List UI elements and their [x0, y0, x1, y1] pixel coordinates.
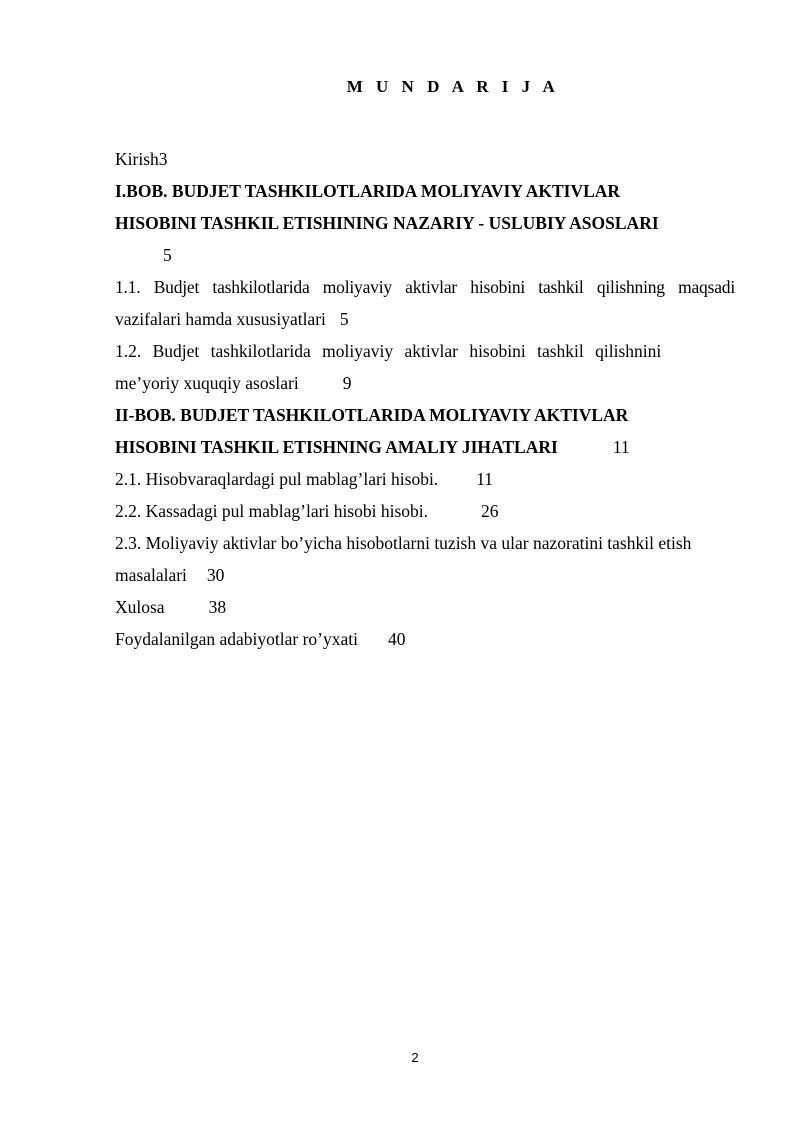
toc-entry-adabiyotlar [115, 623, 735, 655]
toc-chapter-1-line-2: HISOBINI TASHKIL ETISHINING NAZARIY - USLUBIY ASOSLARI [115, 213, 659, 233]
toc-section-1-1-line-2 [115, 303, 735, 335]
toc-chapter-1-line-1: I.BOB. BUDJET TASHKILOTLARIDA MOLIYAVIY AKTIVLAR [115, 181, 621, 201]
toc-section-1-2-line-1 [115, 335, 735, 367]
toc-entry-page: 9 [342, 373, 352, 393]
toc-entry-page: 11 [612, 437, 630, 457]
toc-entry-label: HISOBINI TASHKIL ETISHNING AMALIY JIHATLARI [115, 437, 558, 457]
page-number: 2 [411, 1050, 419, 1065]
toc-entry-label: 2.2. Kassadagi pul mablag’lari hisobi hisobi. [115, 501, 429, 521]
toc-chapter-2-line-1: II-BOB. BUDJET TASHKILOTLARIDA MOLIYAVIY AKTIVLAR [115, 405, 629, 425]
toc-entry-label: 1.2. Budjet tashkilotlarida moliyaviy aktivlar hisobini tashkil qilishnini [115, 341, 662, 361]
page-title: M U N D A R I J A [346, 77, 560, 96]
toc-entry-page: 26 [481, 501, 499, 521]
toc-entry-page: 38 [208, 597, 227, 617]
toc-chapter-2-line-2 [115, 431, 735, 463]
toc-entry-label: Foydalanilgan adabiyotlar ro’yxati [115, 629, 358, 649]
toc-section-2-2 [115, 495, 735, 527]
toc-entry-label: me’yoriy xuquqiy asoslari [115, 373, 299, 393]
toc-entry-page: 5 [339, 309, 349, 329]
toc-entry-page: 3 [158, 149, 168, 169]
toc-entry-label: 2.1. Hisobvaraqlardagi pul mablag’lari hisobi. [115, 469, 439, 489]
toc-section-2-3-line-2 [115, 559, 735, 591]
toc-chapter-1-page: 5 [163, 245, 172, 265]
toc-entry-page: 40 [387, 629, 406, 649]
table-of-contents [115, 143, 735, 655]
toc-entry-kirish [115, 143, 735, 175]
toc-section-2-1 [115, 463, 735, 495]
toc-entry-xulosa [115, 591, 735, 623]
toc-section-1-2-line-2 [115, 367, 735, 399]
toc-section-2-3-line-1: 2.3. Moliyaviy aktivlar bo’yicha hisobotlarni tuzish va ular nazoratini tashkil etish [115, 533, 692, 553]
toc-entry-page: 30 [206, 565, 225, 585]
toc-section-1-1-line-1: 1.1. Budjet tashkilotlarida moliyaviy aktivlar hisobini tashkil qilishning maqsadi [115, 277, 735, 297]
toc-entry-label: vazifalari hamda xususiyatlari [115, 309, 326, 329]
toc-entry-label: Kirish [115, 149, 159, 169]
toc-entry-label: Xulosa [115, 597, 165, 617]
toc-entry-page: 11 [476, 469, 494, 489]
toc-entry-label: masalalari [115, 565, 187, 585]
